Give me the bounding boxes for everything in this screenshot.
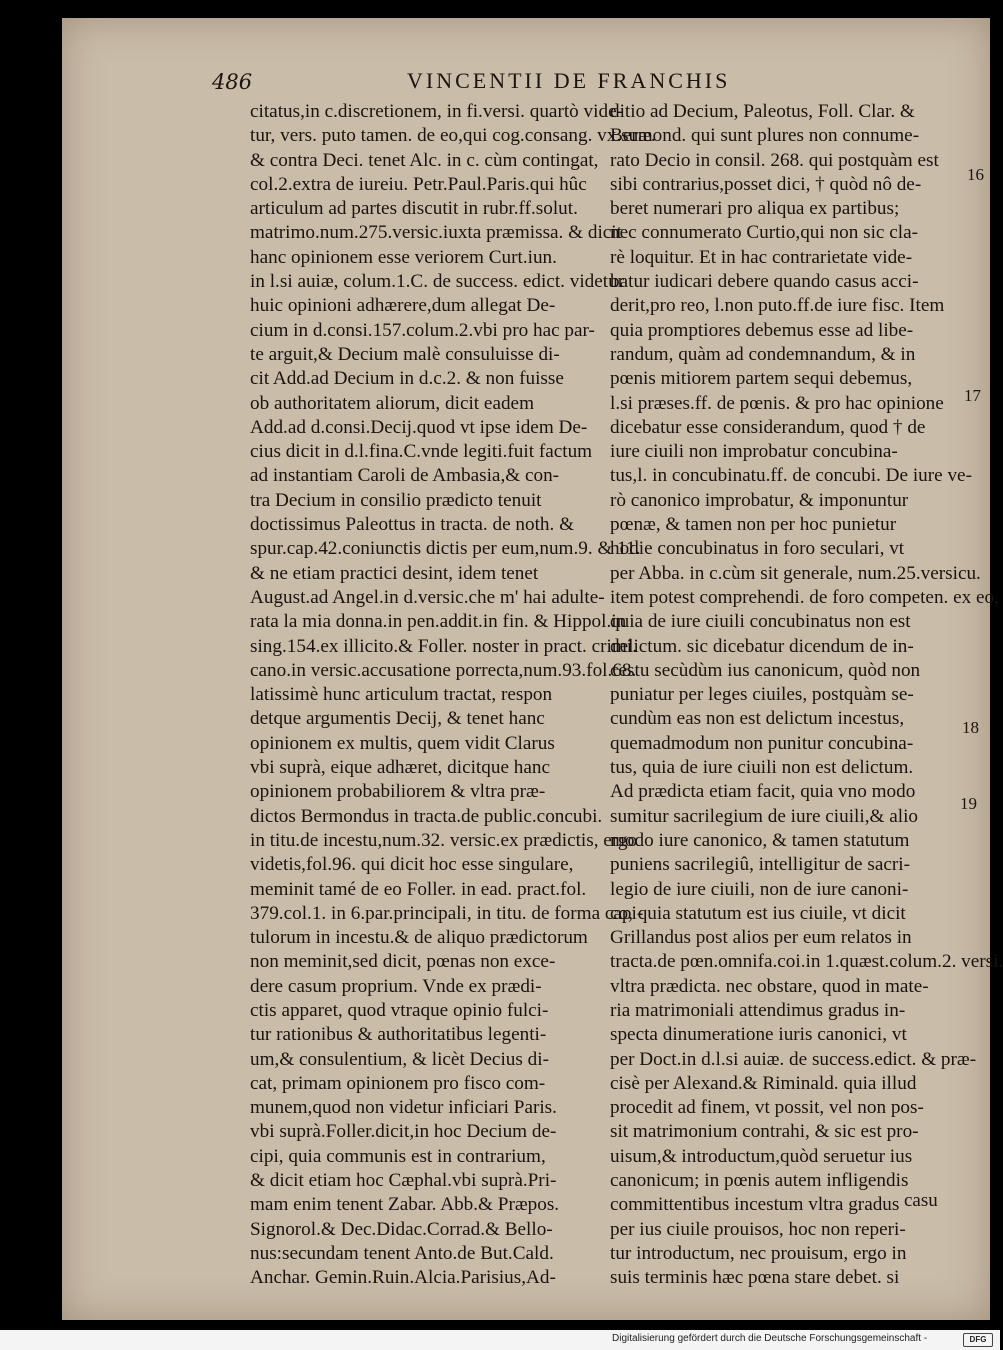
right-column-line: iure ciuili non improbatur concubina- [610,441,898,463]
right-column-line: rato Decio in consil. 268. qui postquàm est [610,149,939,171]
right-column-line: tracta.de pœn.omnifa.coi.in 1.quæst.colum.2. versi. [610,951,1003,973]
left-column-line: citatus,in c.discretionem, in fi.versi. quartò vide- [250,101,623,122]
right-column-line: specta dinumeratione iuris canonici, vt [610,1024,907,1046]
right-column-line: beret numerari pro aliqua ex partibus; [610,198,900,220]
left-column-line: dere casum proprium. Vnde ex prædi- [250,975,542,997]
right-column-line: randum, quàm ad condemnandum, & in [610,343,916,365]
left-column-line: doctissimus Paleottus in tracta. de noth. & [250,514,575,536]
book-page [62,18,1003,1320]
catchword: casu [904,1190,938,1211]
left-column-line: um,& consulentium, & licèt Decius di- [250,1048,549,1070]
left-column-line: non meminit,sed dicit, pœnas non exce- [250,951,556,973]
left-column-line: cipi, quia communis est in contrarium, [250,1145,546,1167]
right-column-line: co, quia statutum est ius ciuile, vt dicit [610,902,906,924]
right-column-line: sumitur sacrilegium de iure ciuili,& alio [610,805,918,827]
left-column-line: cat, primam opinionem pro fisco com- [250,1072,546,1094]
dfg-logo: DFG [963,1333,993,1347]
left-column-line: cium in d.consi.157.colum.2.vbi pro hac par- [250,319,595,341]
left-column-line: videtis,fol.96. qui dicit hoc esse singulare, [250,854,574,876]
left-column-line: in titu.de incestu,num.32. versic.ex prædictis, ergo [250,829,638,851]
right-column-line: uisum,& introductum,quòd seruetur ius [610,1145,913,1167]
left-column-line: meminit tamé de eo Foller. in ead. pract.fol. [250,878,587,900]
left-column-line: ob authoritatem aliorum, dicit eadem [250,392,534,414]
left-column-line: cano.in versic.accusatione porrecta,num.93.fol.68. [250,659,637,681]
left-column-line: tulorum in incestu.& de aliquo prædictorum [250,927,588,949]
right-column-line: per Doct.in d.l.si auiæ. de success.edict. & præ- [610,1048,977,1070]
left-column-line: col.2.extra de iureiu. Petr.Paul.Paris.qui hûc [250,173,587,195]
right-column-line: rè loquitur. Et in hac contrarietate vide- [610,246,913,268]
right-column-line: tus,l. in concubinatu.ff. de concubi. De iure ve- [610,465,972,487]
left-column-line: cius dicit in d.l.fina.C.vnde legiti.fuit factum [250,441,593,463]
right-column-line: cundùm eas non est delictum incestus, [610,708,905,730]
right-column-line: batur iudicari debere quando casus acci- [610,271,919,293]
left-column-line: nus:secundam tenent Anto.de But.Cald. [250,1242,554,1264]
funding-credit: Digitalisierung gefördert durch die Deutsche Forschungsgemeinschaft - [612,1333,928,1344]
right-column-line: per Abba. in c.cùm sit generale, num.25.versicu. [610,562,981,584]
right-column-line: delictum. sic dicebatur dicendum de in- [610,635,914,657]
left-column-line: vbi suprà.Foller.dicit,in hoc Decium de- [250,1121,557,1143]
marginal-number-19: 19 [960,794,977,813]
left-column-line: in l.si auiæ, colum.1.C. de success. edict. videtur [250,271,625,293]
left-column-line: ad instantiam Caroli de Ambasia,& con- [250,465,560,487]
left-column-line: matrimo.num.275.versic.iuxta præmissa. & dicit [250,222,622,244]
left-column-line: vbi suprà, eique adhæret, dicitque hanc [250,757,550,779]
left-column-line: 379.col.1. in 6.par.principali, in titu. de forma capi- [250,902,644,924]
left-column-line: latissimè hunc articulum tractat, respon [250,684,553,706]
right-column-line: vltra prædicta. nec obstare, quod in mate- [610,975,929,997]
left-column-line: sing.154.ex illicito.& Foller. noster in pract. crimi. [250,635,637,657]
left-column-line: rata la mia donna.in pen.addit.in fin. & Hippol.in [250,611,627,633]
right-column-line: procedit ad finem, vt possit, vel non pos- [610,1097,924,1119]
right-column-line: hodie concubinatus in foro seculari, vt [610,538,905,560]
left-column [250,100,656,1291]
left-column-line: hanc opinionem esse veriorem Curt.iun. [250,246,557,268]
right-column-line: committentibus incestum vltra gradus [610,1194,900,1216]
right-column-line: quia de iure ciuili concubinatus non est [610,611,911,633]
left-column-line: Anchar. Gemin.Ruin.Alcia.Parisius,Ad- [250,1267,556,1289]
right-column-line: sit matrimonium contrahi, & sic est pro- [610,1121,919,1143]
left-column-line: huic opinioni adhærere,dum allegat De- [250,295,556,317]
right-column-line: item potest comprehendi. de foro competen. ex eo, [610,586,999,608]
right-column-line: quia promptiores debemus esse ad libe- [610,319,914,341]
right-column-line: canonicum; in pœnis autem infligendis [610,1170,909,1192]
left-column-line: & dicit etiam hoc Cæphal.vbi suprà.Pri- [250,1170,557,1192]
left-column-line: opinionem ex multis, quem vidit Clarus [250,732,555,754]
right-column-line: per ius ciuile prouisos, hoc non reperi- [610,1218,906,1240]
right-column-line: Ad prædicta etiam facit, quia vno modo [610,781,916,803]
left-column-line: August.ad Angel.in d.versic.che m' hai adulte- [250,586,605,608]
right-column-line: cestu secùdùm ius canonicum, quòd non [610,659,921,681]
right-column-line: tus, quia de iure ciuili non est delictum. [610,757,914,779]
left-column-line: mam enim tenent Zabar. Abb.& Præpos. [250,1194,560,1216]
right-column-line: cisè per Alexand.& Riminald. quia illud [610,1072,917,1094]
right-column-line: legio de iure ciuili, non de iure canoni- [610,878,909,900]
left-column-line: Signorol.& Dec.Didac.Corrad.& Bello- [250,1218,553,1240]
right-column-line: ria matrimoniali attendimus gradus in- [610,999,906,1021]
right-column-line: Grillandus post alios per eum relatos in [610,927,912,949]
right-column-line: dicebatur esse considerandum, quod † de [610,416,926,438]
left-column-line: tra Decium in consilio prædicto tenuit [250,489,542,511]
left-column-line: munem,quod non videtur inficiari Paris. [250,1097,557,1119]
left-column-line: dictos Bermondus in tracta.de public.concubi. [250,805,603,827]
right-column-line: puniens sacrilegiû, intelligitur de sacri- [610,854,910,876]
left-column-line: te arguit,& Decium malè consuluisse di- [250,343,560,365]
right-column-line: suis terminis hæc pœna stare debet. si [610,1267,900,1289]
page-number: 486 [212,70,253,94]
left-column-line: articulum ad partes discutit in rubr.ff.solut. [250,198,578,220]
left-column-line: spur.cap.42.coniunctis dictis per eum,num.9. & 11. [250,538,641,560]
left-column-line: & contra Deci. tenet Alc. in c. cùm contingat, [250,149,599,171]
right-column-line: puniatur per leges ciuiles, postquàm se- [610,684,914,706]
right-column-line: tur introductum, nec prouisum, ergo in [610,1242,907,1264]
left-column-line: tur, vers. puto tamen. de eo,qui cog.consang. vx.suæ. [250,125,656,147]
right-column-line: pœnis mitiorem partem sequi debemus, [610,368,913,390]
right-column-line: sibi contrarius,posset dici, † quòd nô de- [610,173,922,195]
left-column-line: cit Add.ad Decium in d.c.2. & non fuisse [250,368,564,390]
page-header [62,68,990,98]
right-column-line: ditio ad Decium, Paleotus, Foll. Clar. & [610,101,915,122]
right-column-line: Bermond. qui sunt plures non connume- [610,125,920,147]
marginal-number-18: 18 [962,718,979,737]
left-column-line: & ne etiam practici desint, idem tenet [250,562,539,584]
marginal-number-17: 17 [964,386,981,405]
left-column-line: opinionem probabiliorem & vltra præ- [250,781,546,803]
right-column-line: rò canonico improbatur, & imponuntur [610,489,909,511]
right-column-line: l.si præses.ff. de pœnis. & pro hac opinione [610,392,944,414]
left-column-line: detque argumentis Decij, & tenet hanc [250,708,545,730]
right-column-line: modo iure canonico, & tamen statutum [610,829,910,851]
right-column-line: derit,pro reo, l.non puto.ff.de iure fisc. Item [610,295,945,317]
left-column-line: ctis apparet, quod vtraque opinio fulci- [250,999,549,1021]
right-column-line: pœnæ, & tamen non per hoc punietur [610,514,897,536]
running-head: VINCENTII DE FRANCHIS [407,68,731,93]
digitization-footer [0,1330,1000,1350]
right-column-line: quemadmodum non punitur concubina- [610,732,914,754]
left-column-line: tur rationibus & authoritatibus legenti- [250,1024,547,1046]
right-column-line: nec connumerato Curtio,qui non sic cla- [610,222,918,244]
left-column-line: Add.ad d.consi.Decij.quod vt ipse idem De- [250,416,588,438]
marginal-number-16: 16 [967,165,984,184]
